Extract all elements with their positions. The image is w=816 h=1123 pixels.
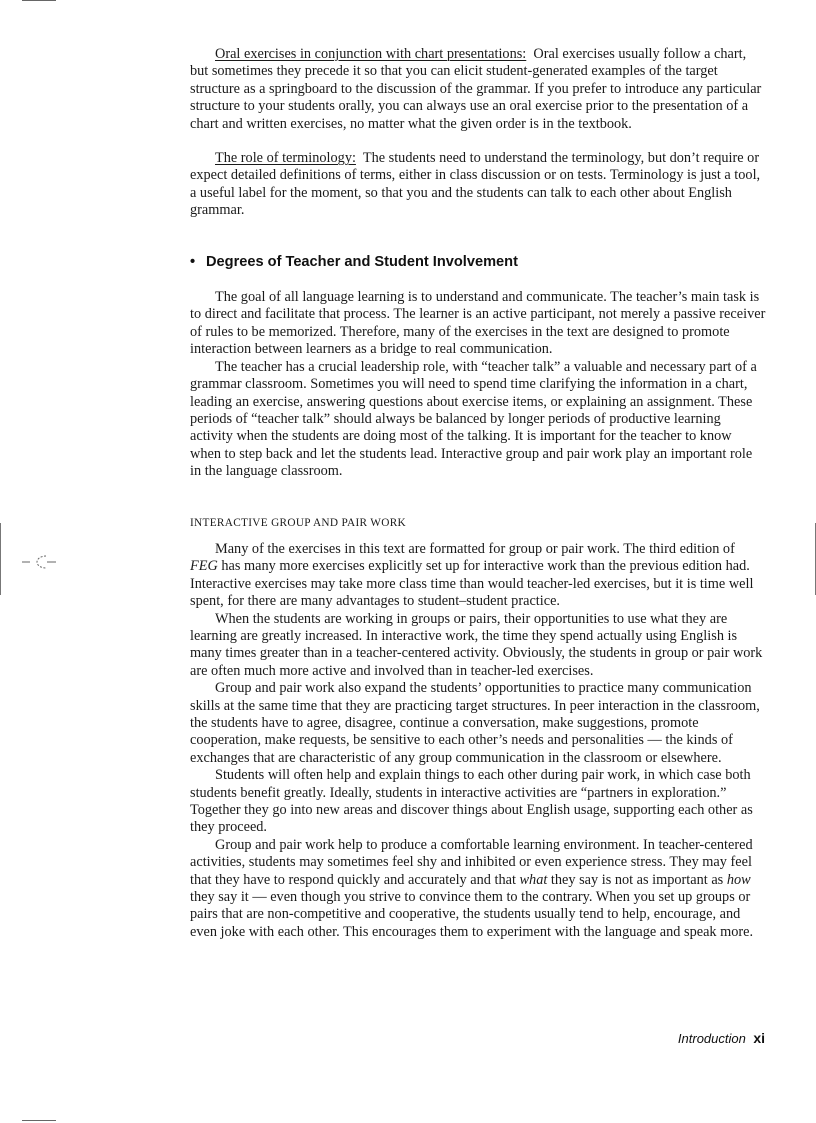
terminology-heading: The role of terminology: — [215, 150, 356, 167]
emphasis-what: what — [519, 871, 548, 888]
terminology-text: The students need to understand the terminology, but don’t require or expect detailed definitions of terms, either in class discussion or on tests. Terminology is just a tool, a useful label for the moment, so that you and the students can talk to each other about English grammar. — [190, 150, 761, 219]
crop-mark-top — [22, 0, 56, 1]
feg-abbrev: FEG — [190, 558, 218, 575]
oral-exercises-heading: Oral exercises in conjunction with chart presentations: — [215, 46, 527, 62]
page-footer — [678, 1030, 765, 1048]
page-number: xi — [753, 1030, 765, 1046]
interactive-paragraph-1 — [190, 541, 766, 611]
footer-section-title: Introduction — [677, 1031, 746, 1046]
interactive-paragraph-3: Group and pair work also expand the students’ opportunities to practice many communication skills at the same time that they are practicing target structures. In peer interaction in the classroom, the students have to agree, disagree, continue a conversation, make suggestions, promote cooperation, make requests, be sensitive to each other’s needs and personalities — the kinds of exchanges that are characteristic of any group communication in the classroom or elsewhere. — [190, 680, 760, 766]
interactive-p5-text-b: they say is not as important as — [547, 871, 727, 888]
degrees-paragraph-2: The teacher has a crucial leadership role, with “teacher talk” a valuable and necessary part of a grammar classroom. Sometimes you will need to spend time clarifying the information in a chart, leading an exercise, answering questions about exercise items, or explaining an assignment. These periods of “teacher talk” should always be balanced by longer periods of productive learning activity when the students are doing most of the talking. It is important for the teacher to know when to step back and let the students lead. Interactive group and pair work play an important role in the language classroom. — [190, 358, 757, 480]
page-body — [190, 46, 766, 941]
crop-mark-bottom — [22, 1120, 56, 1121]
interactive-p5-text-a: Group and pair work help to produce a comfortable learning environment. In teacher-centered activities, students may sometimes feel shy and inhibited or even experience stress. They may feel that they have to respond quickly and accurately and that — [190, 836, 753, 888]
degrees-heading — [190, 254, 766, 271]
terminology-paragraph — [190, 150, 766, 220]
oral-exercises-text: Oral exercises usually follow a chart, but sometimes they precede it so that you can elicit student-generated examples of the target structure as a springboard to the discussion of the grammar. If you prefer to introduce any particular structure to your students orally, you can always use an oral exercise prior to the presentation of a chart and written exercises, no matter what the given order is in the textbook. — [190, 46, 762, 132]
registration-mark-icon — [22, 552, 56, 572]
interactive-p5-text-c: they say it — even though you strive to convince them to the contrary. When you set up groups or pairs that are non-competitive and cooperative, the students usually tend to help, encourage, and even joke with each other. This encourages them to experiment with the language and speak more. — [190, 889, 754, 940]
oral-exercises-paragraph — [190, 46, 766, 133]
interactive-paragraph-5 — [190, 837, 766, 941]
interactive-p1-text-a: Many of the exercises in this text are formatted for group or pair work. The third edition of — [215, 540, 735, 557]
bullet-icon: • — [190, 253, 196, 270]
interactive-p1-text-b: has many more exercises explicitly set up for interactive work than the previous edition had. Interactive exercises may take more class time than would teacher-led exercises, but it is time well spent, for there are many advantages to student–student practice. — [190, 558, 754, 610]
emphasis-how: how — [726, 871, 751, 888]
interactive-paragraph-4: Students will often help and explain things to each other during pair work, in which case both students benefit greatly. Ideally, students in interactive activities are “partners in exploration.” Together they go into new areas and discover things about English usage, supporting each other as they proceed. — [190, 767, 753, 836]
interactive-subheading: INTERACTIVE GROUP AND PAIR WORK — [190, 516, 407, 529]
degrees-paragraph-1: The goal of all language learning is to understand and communicate. The teacher’s main task is to direct and facilitate that process. The learner is an active participant, not merely a passive receiver of rules to be memorized. Therefore, many of the exercises in the text are designed to promote interaction between learners as a bridge to real communication. — [190, 289, 766, 358]
trim-line-left — [0, 523, 1, 595]
interactive-paragraph-2: When the students are working in groups or pairs, their opportunities to use what they are learning are greatly increased. In interactive work, the time they spend actually using English is many times greater than in a teacher-centered activity. Obviously, the students in group or pair work are often much more active and involved than in teacher-led exercises. — [190, 610, 763, 679]
degrees-title: Degrees of Teacher and Student Involvement — [206, 253, 518, 270]
